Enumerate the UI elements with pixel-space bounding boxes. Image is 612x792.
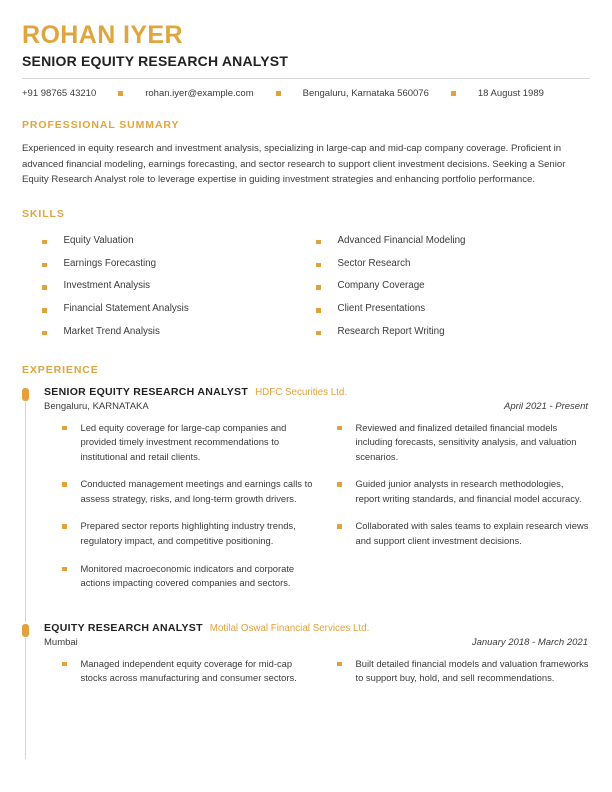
skill-label: Earnings Forecasting (63, 257, 157, 269)
bullet-text: Managed independent equity coverage for mid-cap stocks across manufacturing and consumer sectors. (80, 657, 297, 684)
job-location: Mumbai (44, 636, 78, 648)
job-bullets-right (337, 657, 590, 699)
bullet-text: Built detailed financial models and valuation frameworks to support buy, hold, and sell recommendations. (355, 657, 589, 684)
job-meta-row (44, 401, 590, 412)
bullet-item (62, 657, 315, 686)
section-title-skills: SKILLS (22, 207, 65, 220)
square-bullet-icon (337, 482, 342, 487)
bullet-text: Prepared sector reports highlighting industry trends, regulatory impact, and competitive positioning. (80, 520, 296, 546)
square-bullet-icon (42, 240, 47, 245)
skill-label: Company Coverage (337, 280, 425, 292)
square-bullet-icon (42, 285, 47, 290)
section-title-summary: PROFESSIONAL SUMMARY (22, 119, 180, 132)
candidate-headline: SENIOR EQUITY RESEARCH ANALYST (22, 53, 289, 70)
bullet-item (337, 421, 590, 465)
skill-item (42, 298, 316, 321)
square-bullet-icon (316, 308, 321, 313)
skill-label: Advanced Financial Modeling (337, 234, 466, 246)
skills-grid (22, 230, 590, 344)
bullet-text: Collaborated with sales teams to explain research views and support client investment decisions. (355, 520, 589, 546)
separator-square-icon (451, 91, 456, 96)
timeline-line (25, 638, 26, 759)
skill-item (42, 275, 316, 298)
separator-square-icon (276, 91, 281, 96)
timeline-marker-icon (22, 388, 29, 401)
skill-label: Financial Statement Analysis (63, 303, 189, 315)
skill-item (316, 321, 590, 344)
bullet-item (62, 562, 315, 591)
square-bullet-icon (62, 482, 67, 487)
bullet-text: Conducted management meetings and earnings calls to assess strategy, risks, and long-term growth drivers. (80, 478, 313, 504)
separator-square-icon (118, 91, 123, 96)
skill-item (316, 253, 590, 276)
square-bullet-icon (62, 524, 67, 529)
skill-item (42, 321, 316, 344)
square-bullet-icon (316, 331, 321, 336)
job-company: Motilal Oswal Financial Services Ltd. (209, 622, 370, 634)
resume-header (22, 22, 590, 99)
skill-item (316, 275, 590, 298)
job-title: SENIOR EQUITY RESEARCH ANALYST (44, 385, 249, 398)
contact-phone: +91 98765 43210 (22, 88, 97, 100)
bullet-item (62, 477, 315, 506)
bullet-text: Monitored macroeconomic indicators and corporate actions impacting covered companies and sectors. (80, 562, 295, 589)
experience-entry (22, 622, 590, 759)
job-title: EQUITY RESEARCH ANALYST (44, 621, 203, 634)
bullet-item (62, 421, 315, 465)
contact-location: Bengaluru, Karnataka 560076 (302, 88, 429, 100)
section-professional-summary (22, 119, 590, 188)
skill-label: Client Presentations (337, 303, 426, 315)
square-bullet-icon (316, 240, 321, 245)
job-dates: January 2018 - March 2021 (471, 636, 588, 648)
contact-birthdate: 18 August 1989 (477, 88, 544, 100)
square-bullet-icon (337, 662, 342, 667)
square-bullet-icon (42, 331, 47, 336)
square-bullet-icon (42, 308, 47, 313)
square-bullet-icon (316, 263, 321, 268)
job-title-row (44, 622, 590, 634)
section-skills (22, 208, 590, 344)
timeline-marker-icon (22, 624, 29, 637)
skill-item (316, 298, 590, 321)
bullet-text: Reviewed and finalized detailed financial models including forecasts, sensitivity analysis, and valuation scenarios. (355, 421, 577, 462)
square-bullet-icon (62, 426, 67, 431)
job-company: HDFC Securities Ltd. (255, 386, 348, 398)
candidate-name: ROHAN IYER (22, 21, 183, 49)
bullet-item (337, 477, 590, 506)
timeline-line (25, 402, 26, 622)
skill-label: Market Trend Analysis (63, 325, 160, 337)
section-experience (22, 364, 590, 759)
skill-item (316, 230, 590, 253)
job-location: Bengaluru, KARNATAKA (44, 400, 149, 412)
section-title-experience: EXPERIENCE (22, 363, 99, 376)
skill-label: Sector Research (337, 257, 411, 269)
bullet-text: Led equity coverage for large-cap companies and provided timely investment recommendations to institutional and retail clients. (80, 421, 287, 462)
job-bullets-left (62, 421, 315, 604)
bullet-item (62, 519, 315, 548)
contact-email[interactable]: rohan.iyer@example.com (145, 88, 254, 100)
job-title-row (44, 386, 590, 398)
square-bullet-icon (316, 285, 321, 290)
job-bullets-right (337, 421, 590, 604)
header-divider (22, 78, 590, 79)
bullet-item (337, 519, 590, 548)
skill-item (42, 230, 316, 253)
skill-label: Equity Valuation (63, 234, 134, 246)
job-bullets-left (62, 657, 315, 699)
contact-row (22, 88, 590, 99)
skill-item (42, 253, 316, 276)
job-bullets (44, 421, 590, 604)
job-dates: April 2021 - Present (504, 400, 588, 412)
bullet-item (337, 657, 590, 686)
square-bullet-icon (337, 524, 342, 529)
job-meta-row (44, 637, 590, 648)
experience-entry (22, 386, 590, 622)
square-bullet-icon (62, 567, 67, 572)
summary-text: Experienced in equity research and investment analysis, specializing in large-cap and mid-cap company coverage. Proficient in advanced financial modeling, earnings forecasting, and sector research to support client investment decisions. Seeking a Senior Equity Research Analyst role to leverage expertise in guiding investment strategies and enhancing portfolio performance. (22, 143, 566, 186)
square-bullet-icon (337, 426, 342, 431)
skill-label: Research Report Writing (337, 325, 445, 337)
square-bullet-icon (62, 662, 67, 667)
skill-label: Investment Analysis (63, 280, 151, 292)
job-bullets (44, 657, 590, 699)
square-bullet-icon (42, 263, 47, 268)
bullet-text: Guided junior analysts in research methodologies, report writing standards, and financial model accuracy. (355, 478, 582, 504)
